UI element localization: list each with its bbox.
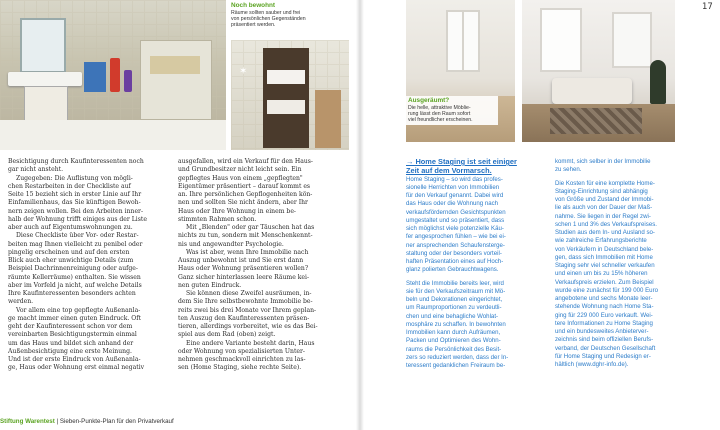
window bbox=[540, 8, 582, 72]
page-number-right: 17 bbox=[702, 2, 713, 12]
paragraph bbox=[8, 175, 171, 233]
towel-shelf bbox=[140, 40, 212, 120]
text-line: vereinbarten Besichtigungstermin einmal bbox=[8, 331, 137, 339]
text-line: pingelig erscheinen und auf den ersten bbox=[8, 248, 130, 256]
text-line: stehende Wohnung nach Home Sta- bbox=[555, 303, 654, 311]
text-line: aber auch auf Eigentumswohnungen zu. bbox=[8, 224, 133, 231]
paragraph bbox=[8, 307, 171, 373]
text-line: zu sehen. bbox=[555, 166, 582, 174]
text-line: Mit „Blenden" oder gar Täuschen hat das bbox=[186, 224, 315, 231]
text-line: und einen um bis zu 15% höheren bbox=[555, 270, 648, 278]
bottle bbox=[110, 58, 120, 92]
text-line: sionelle Herrichten von Immobilien bbox=[406, 183, 500, 191]
folded-towels bbox=[267, 100, 305, 114]
text-line: Die Kosten für eine komplette Home- bbox=[555, 179, 655, 187]
photo-staged-bathroom bbox=[231, 40, 349, 150]
paragraph bbox=[406, 280, 546, 371]
text-line: wurde eine zunächst für 199 000 Euro bbox=[555, 286, 658, 294]
bathtub bbox=[0, 120, 226, 150]
text-line: Eine andere Variante besteht darin, Haus bbox=[186, 339, 315, 347]
plant bbox=[650, 60, 666, 104]
text-line: an. Ihre persönlichen Gepflogenheiten kön- bbox=[178, 191, 313, 198]
text-line: chen und eine behagliche Wohlat- bbox=[406, 312, 499, 320]
text-line: chen Restarbeiten in der Checkliste auf bbox=[8, 182, 131, 190]
text-line: Ihre Kaufinteressenten besonders achten bbox=[8, 290, 136, 297]
paragraph bbox=[8, 158, 171, 175]
text-line: werden. bbox=[8, 298, 34, 306]
text-line: angebotene und sechs Monate leer- bbox=[555, 295, 653, 302]
text-line: schen 1 und 3% des Verkaufspreises. bbox=[555, 220, 657, 228]
text-line: nahme. Sie liegen in der Regel zwi- bbox=[555, 212, 651, 220]
caption-top-title: Noch bewohnt bbox=[231, 2, 276, 9]
text-line: ausgefallen, wird ein Verkauf für den Haus- bbox=[178, 158, 313, 165]
footer-brand: Stiftung Warentest bbox=[0, 418, 55, 425]
text-line: ten Auszug den Kaufinteressenten präsen- bbox=[178, 314, 310, 322]
text-line: haften Präsentation eines auf Hoch- bbox=[406, 258, 504, 266]
text-line: staltung oder der besonders vorteil- bbox=[406, 249, 502, 257]
caption-top-line: Räume sollten sauber und frei bbox=[231, 9, 301, 16]
wooden-shelf bbox=[263, 48, 309, 148]
window bbox=[612, 12, 652, 68]
sofa bbox=[552, 78, 632, 104]
text-line: dem Sie Ihre selbstbewohnte Immobilie be- bbox=[178, 298, 313, 306]
page-footer bbox=[0, 418, 174, 425]
text-line: Zugegeben: Die Auflistung von mögli- bbox=[16, 174, 133, 182]
starfish-icon: ✶ bbox=[239, 66, 248, 77]
text-line: lie als auch von der Dauer der Maß- bbox=[555, 204, 653, 212]
text-line: verkaufsfördernden Gesichtspunkten bbox=[406, 208, 506, 216]
text-line: halb der Wohnung trifft einiges aus der Liste bbox=[8, 215, 147, 223]
text-line: um das Haus und bildet sich anhand der bbox=[8, 339, 134, 347]
text-line: und ein bundesweites Anbieterver- bbox=[555, 328, 649, 335]
text-line: reits zwei bis drei Monate vor Ihrem geplan- bbox=[178, 306, 317, 314]
text-line: umgestaltet und so präsentiert, dass bbox=[406, 216, 505, 224]
text-line: fer angesprochen fühlen – wie bei ei- bbox=[406, 233, 506, 241]
text-line: verband, der Deutschen Gesellschaft bbox=[555, 344, 656, 352]
heading-line: Zeit auf dem Vormarsch. bbox=[406, 165, 492, 175]
text-line: zeichnis sind beim offiziellen Berufs- bbox=[555, 336, 654, 344]
text-line: Haus oder Ihre Wohnung in einem be- bbox=[178, 207, 296, 215]
folded-towels bbox=[267, 70, 305, 84]
text-line: hältlich (www.dghr-info.de). bbox=[555, 361, 629, 368]
text-line: ner ansprechenden Schaufenstergе- bbox=[406, 241, 505, 249]
text-line: nern zeigen wollen. Bei den Arbeiten inner- bbox=[8, 207, 144, 215]
text-line: räumte Kellerräume) enthalten. Sie wissen bbox=[8, 273, 141, 281]
text-line: Beispiel Dachrinnenreinigung oder aufge- bbox=[8, 265, 138, 273]
text-line: Haus oder Wohnung präsentieren wollen? bbox=[178, 265, 309, 273]
text-line: Und ist der erste Eindruck von Außenanla- bbox=[8, 356, 141, 363]
text-line: raums die Persönlichkeit des Besit- bbox=[406, 345, 502, 353]
text-line: sie für den Verkaufszeitraum mit Mö- bbox=[406, 287, 506, 295]
caption-bottom-title: Ausgeräumt? bbox=[408, 97, 450, 104]
text-line: nis und angewandter Psychologie. bbox=[178, 240, 284, 248]
photo-occupied-bathroom bbox=[0, 0, 226, 150]
paragraph bbox=[178, 249, 350, 290]
book-gutter bbox=[356, 0, 364, 430]
text-line: Außenbesichtigung eine erste Meinung. bbox=[8, 347, 132, 355]
photo-furnished-room bbox=[522, 0, 675, 142]
text-line: stimmten Rahmen schon. bbox=[178, 215, 257, 223]
text-line: Besichtigung durch Kaufinteressenten noch bbox=[8, 158, 144, 165]
text-line: tere Informationen zu Home Staging bbox=[555, 319, 653, 327]
text-line: oder Wohnung von spezialisierten Unter- bbox=[178, 347, 305, 355]
towels bbox=[150, 56, 200, 74]
text-line: und Grundbesitzer nicht leicht sein. Ein bbox=[178, 166, 302, 174]
footer-title: Sieben-Punkte-Plan für den Privatverkauf bbox=[59, 418, 174, 425]
paragraph bbox=[406, 176, 546, 275]
text-line: Verkaufspreis erzielen. Zum Beispiel bbox=[555, 278, 654, 286]
heading-line: → Home Staging ist seit einiger bbox=[406, 157, 517, 166]
text-line: gar nicht ansteht. bbox=[8, 166, 64, 174]
paragraph bbox=[8, 232, 171, 306]
text-line: Vor allem eine top gepflegte Außenanla- bbox=[16, 306, 141, 314]
text-line: von Verkäufern in Deutschland bele- bbox=[555, 245, 654, 253]
text-line: ging für 229 000 Euro verkauft. Wei- bbox=[555, 311, 653, 319]
text-line: um Raumproportionen zu verdeutli- bbox=[406, 304, 502, 312]
text-line: ge, Haus oder Wohnung erst einmal negativ bbox=[8, 364, 145, 372]
paragraph bbox=[178, 158, 350, 224]
home-staging-column-1 bbox=[406, 158, 546, 370]
caption-bottom-line: rung lässt den Raum sofort bbox=[408, 111, 471, 117]
caption-top bbox=[231, 2, 323, 29]
text-line: nichts zu tun, sondern mit Menschenkennt- bbox=[178, 232, 313, 240]
rug bbox=[550, 108, 642, 134]
text-line: kommt, sich selber in der Immobilie bbox=[555, 158, 651, 165]
text-line: spiel aus dem Rad (oben) zeigt. bbox=[178, 331, 276, 339]
text-line: Eigentümer präsentiert – darauf kommt es bbox=[178, 182, 311, 190]
footer-separator: | bbox=[56, 418, 59, 425]
text-line: gen, dass sich Immobilien mit Home bbox=[555, 253, 653, 261]
left-text-column-1 bbox=[8, 158, 171, 373]
home-staging-heading bbox=[406, 158, 546, 176]
home-staging-column-2 bbox=[555, 158, 703, 369]
text-line: Home Staging – so wird das profes- bbox=[406, 175, 503, 183]
bottle bbox=[124, 70, 132, 92]
text-line: das Haus oder die Wohnung nach bbox=[406, 200, 499, 208]
text-line: Ganz sicher hinterlassen leere Räume kei- bbox=[178, 273, 310, 281]
text-line: sen (Home Staging, siehe rechte Seite). bbox=[178, 364, 302, 372]
text-line: für Home Staging und Redesign er- bbox=[555, 352, 651, 360]
text-line: Staging sehr viel schneller verkaufen bbox=[555, 262, 655, 269]
window-bar bbox=[462, 10, 464, 72]
text-line: geht der Kaufinteressent schon vor dem bbox=[8, 323, 133, 330]
text-line: von Größe und Zustand der Immobi- bbox=[555, 196, 654, 203]
caption-top-line: von persönlichen Gegenständen bbox=[231, 16, 306, 22]
paragraph bbox=[178, 224, 350, 249]
text-line: Studien aus dem In- und Ausland so- bbox=[555, 229, 655, 236]
text-line: Blick auch eher unwichtige Details (zum bbox=[8, 257, 134, 264]
text-line: tieren, allerdings vorbereitet, wie es das Bei- bbox=[178, 323, 318, 330]
caption-top-line: präsentiert werden. bbox=[231, 22, 276, 29]
text-line: nehmen geschmackvoll einrichten zu las- bbox=[178, 356, 306, 363]
paragraph bbox=[555, 180, 703, 370]
text-line: zers so reduziert werden, dass der In- bbox=[406, 353, 509, 361]
text-line: teressent gedanklichen Freiraum be- bbox=[406, 362, 506, 370]
text-line: gepflegtes Haus von einem „gepflegten" bbox=[178, 174, 303, 182]
text-line: Sie können diese Zweifel ausräumen, in- bbox=[186, 290, 312, 297]
text-line: nen guten Eindruck. bbox=[178, 281, 242, 289]
text-line: Packen und Optimieren des Wohn- bbox=[406, 337, 501, 345]
text-line: ge macht immer einen guten Eindruck. Oft bbox=[8, 314, 141, 322]
text-line: aber im Vorfeld ja nicht, auf welche Details bbox=[8, 281, 142, 289]
paragraph bbox=[555, 158, 703, 175]
text-line: Diese Checkliste über Vor- oder Restar- bbox=[16, 232, 139, 240]
text-line: Auszug unbewohnt ist und Sie erst dann bbox=[178, 257, 304, 264]
paragraph bbox=[178, 340, 350, 373]
left-text-column-2 bbox=[178, 158, 350, 373]
text-line: sich möglichst viele potenzielle Käu- bbox=[406, 225, 504, 233]
sink bbox=[8, 72, 82, 86]
text-line: Seite 15 bezieht sich in erster Linie auf Ihr bbox=[8, 191, 142, 198]
text-line: mosphäre zu schaffen. In bewohnten bbox=[406, 320, 506, 328]
paragraph bbox=[178, 290, 350, 340]
basket bbox=[315, 90, 341, 148]
text-line: Staging-Einrichtung sind abhängig bbox=[555, 187, 648, 195]
detergent-box bbox=[84, 62, 106, 92]
text-line: Einfamilienhaus, das Sie künftigen Bewoh- bbox=[8, 199, 141, 207]
caption-bottom-line: viel freundlicher erscheinen. bbox=[408, 117, 473, 124]
text-line: glanz polierten Gebrauchtwagens. bbox=[406, 266, 499, 274]
text-line: Immobilien kann durch Aufräumen, bbox=[406, 329, 501, 337]
text-line: wie zahlreiche Erfahrungsberichte bbox=[555, 237, 647, 245]
caption-bottom-line: Die helle, attraktive Möblie- bbox=[408, 104, 471, 111]
text-line: Steht die Immobilie bereits leer, wird bbox=[406, 279, 504, 287]
mirror bbox=[20, 18, 66, 73]
text-line: beiten mag Ihnen vielleicht zu penibel oder bbox=[8, 240, 143, 248]
caption-bottom bbox=[406, 96, 498, 125]
text-line: beln und Dekorationen eingerichtet, bbox=[406, 296, 503, 304]
text-line: Was ist aber, wenn Ihre Immobilie nach bbox=[186, 248, 309, 256]
text-line: nen und sollten Sie nicht ändern, aber Ihr bbox=[178, 199, 308, 207]
text-line: für den Verkauf genannt. Dabei wird bbox=[406, 192, 504, 200]
